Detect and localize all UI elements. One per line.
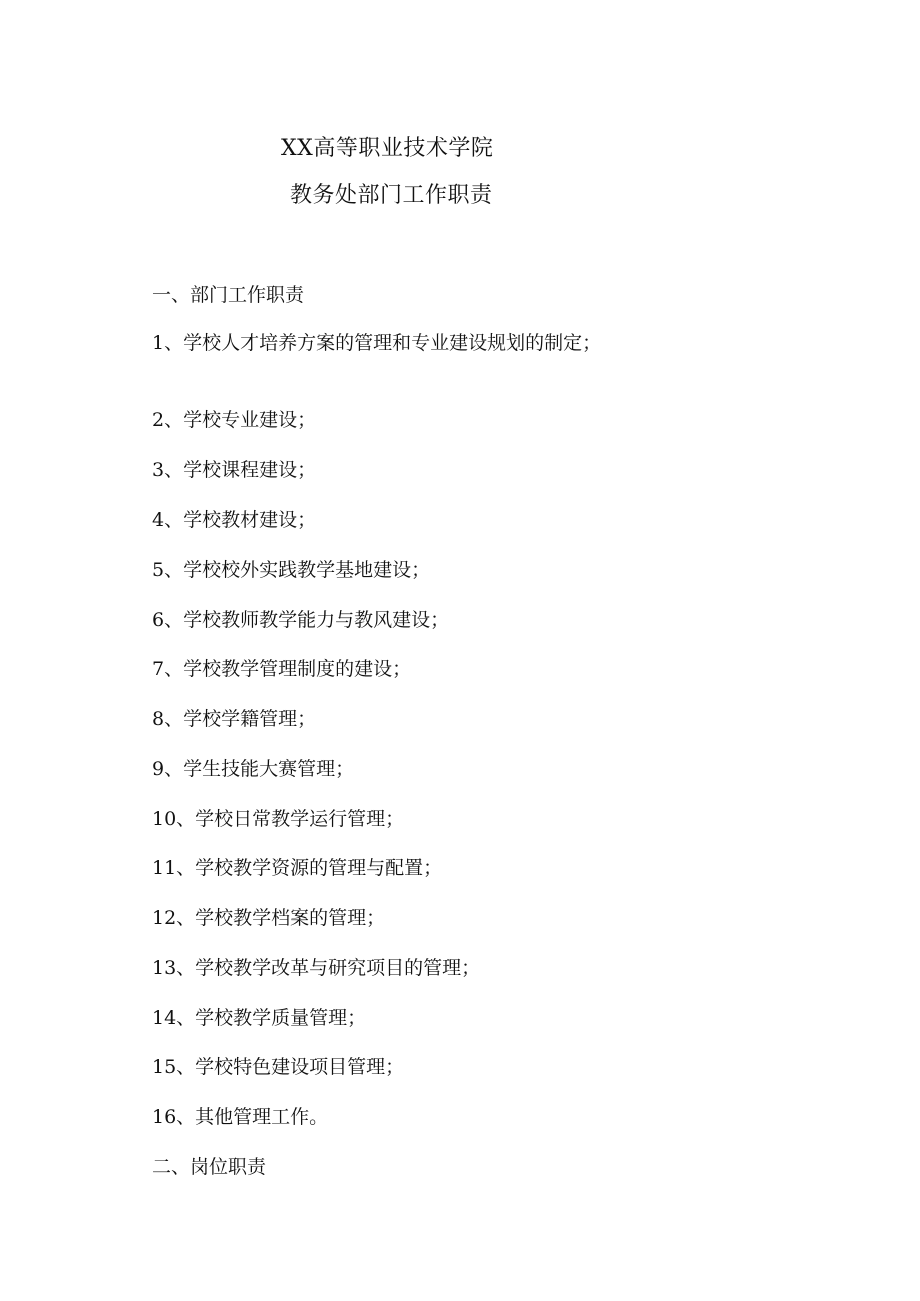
list-item: 16、其他管理工作。 <box>152 1106 329 1128</box>
list-item: 4、学校教材建设； <box>152 509 317 531</box>
list-item: 11、学校教学资源的管理与配置； <box>152 857 443 879</box>
list-item: 1、学校人才培养方案的管理和专业建设规划的制定； <box>152 332 602 354</box>
document-title-institution: XX高等职业技术学院 <box>281 136 494 161</box>
list-item: 6、学校教师教学能力与教风建设； <box>152 609 450 631</box>
section-heading-department-duties: 一、部门工作职责 <box>152 284 305 306</box>
section-heading-position-duties: 二、岗位职责 <box>152 1156 267 1178</box>
list-item: 14、学校教学质量管理； <box>152 1007 367 1029</box>
list-item: 13、学校教学改革与研究项目的管理； <box>152 957 481 979</box>
list-item: 8、学校学籍管理； <box>152 708 317 730</box>
list-item: 5、学校校外实践教学基地建设； <box>152 559 431 581</box>
list-item: 15、学校特色建设项目管理； <box>152 1056 405 1078</box>
list-item: 9、学生技能大赛管理； <box>152 758 355 780</box>
document-title-department: 教务处部门工作职责 <box>290 183 493 208</box>
list-item: 7、学校教学管理制度的建设； <box>152 658 412 680</box>
list-item: 3、学校课程建设； <box>152 459 317 481</box>
list-item: 10、学校日常教学运行管理； <box>152 808 405 830</box>
list-item: 2、学校专业建设； <box>152 409 317 431</box>
list-item: 12、学校教学档案的管理； <box>152 907 386 929</box>
